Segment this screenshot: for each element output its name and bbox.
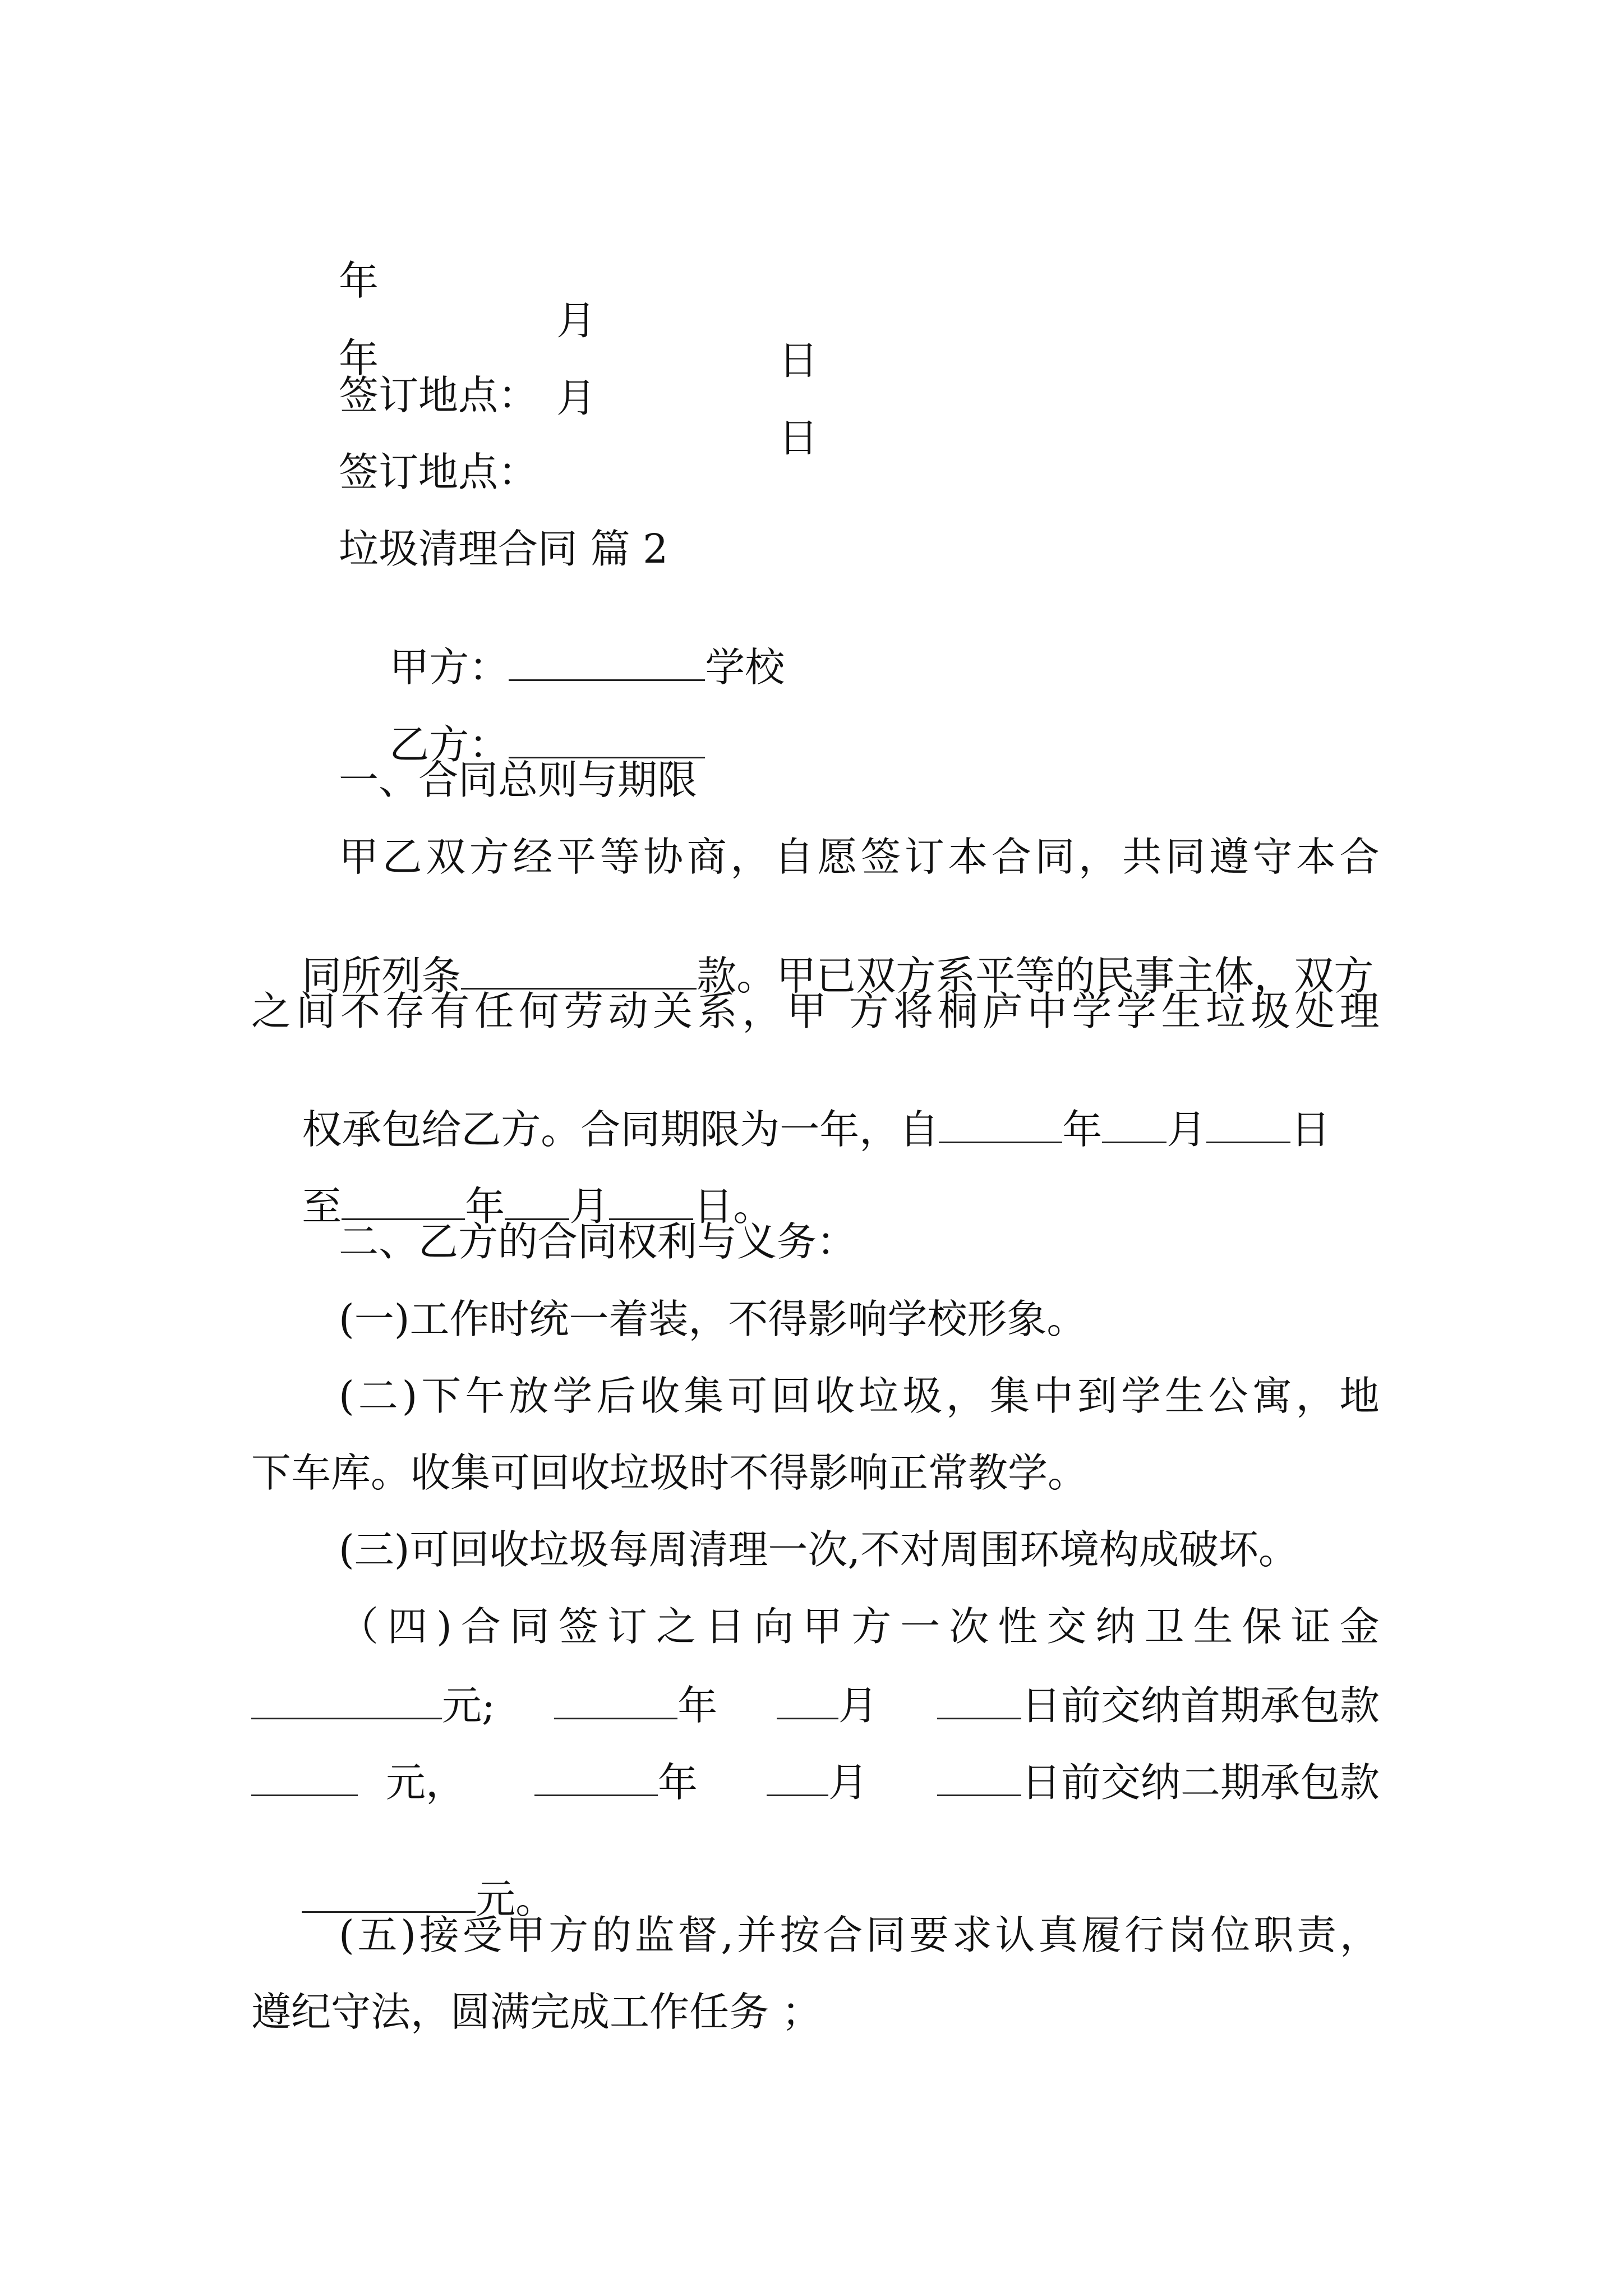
first-amount-blank [251,1761,358,1796]
text: 年 [657,1759,698,1806]
text: 月 [838,1682,878,1729]
item-5-line-1 [339,1912,1380,1958]
party-b-blank [509,723,705,758]
item-3: (三)可回收垃圾每周清理一次,不对周围环境构成破坏。 [339,1526,1298,1573]
start-day-blank [1206,1108,1290,1143]
item-4-line-1 [339,1603,1380,1650]
deposit-blank [251,1684,442,1719]
clause-blank [461,954,697,990]
heading-obligations: 二、乙方的合同权利与义务： [339,1218,857,1265]
party-a-suffix: 学校 [705,644,785,691]
first-day-blank [937,1684,1021,1719]
year-label: 年 [339,257,379,304]
text: 权承包给乙方。合同期限为一年，自 [302,1106,939,1153]
section-title: 垃圾清理合同 篇 2 [339,526,668,572]
item-4-line-2 [251,1682,1380,1729]
second-month-blank [767,1761,828,1796]
item-4-line-3 [251,1759,1380,1806]
text: ( 二 ) 下 午 放 学 后 收 集 可 回 收 垃 圾 ， 集 中 到 学 生 公 寓 ， 地 [339,1373,1380,1419]
text: 日 [1290,1106,1331,1153]
year-label: 年 [339,335,379,381]
first-month-blank [777,1684,838,1719]
text: 元。 [476,1876,556,1922]
text: 日前交纳首期承包款 [1021,1682,1380,1729]
text: 月 [1166,1106,1207,1153]
party-b-label: 乙方： [389,721,509,768]
paragraph-1-line-3 [251,988,1380,1034]
sign-place-1: 签订地点： [339,372,538,418]
text: 年 [677,1682,718,1729]
end-month-blank [505,1185,569,1220]
item-2-line-2: 下车库。收集可回收垃圾时不得影响正常教学。 [251,1450,1088,1496]
text: （ 四 ) 合 同 签 订 之 日 向 甲 方 一 次 性 交 纳 卫 生 保 证 金 [339,1603,1380,1650]
text: 年 [1062,1106,1103,1153]
text: 日。 [693,1183,773,1230]
text: 月 [569,1183,610,1230]
item-2-line-1 [339,1373,1380,1419]
text: 元， [386,1759,466,1806]
end-year-blank [342,1185,465,1220]
day-label: 日 [778,337,819,384]
day-label: 日 [778,415,819,461]
text: ( 五 ) 接 受 甲 方 的 监 督 , 并 按 合 同 要 求 认 真 履 行 岗 位 职 责 ， [339,1912,1380,1958]
heading-general: 一、合同总则与期限 [339,757,698,803]
text: 至 [302,1183,342,1230]
second-year-blank [534,1761,658,1796]
month-label: 月 [556,375,597,421]
start-month-blank [1102,1108,1166,1143]
sign-place-2: 签订地点： [339,449,538,495]
party-a-label: 甲方： [389,644,509,691]
item-5-line-2: 遵纪守法，圆满完成工作任务 ； [251,1989,822,2035]
first-year-blank [554,1684,677,1719]
second-day-blank [937,1761,1021,1796]
end-day-blank [609,1185,693,1220]
item-1: (一)工作时统一着装，不得影响学校形象。 [339,1296,1087,1342]
text: 甲 乙 双 方 经 平 等 协 商 ， 自 愿 签 订 本 合 同 ， 共 同 遵 守 本 合 [339,834,1380,880]
start-year-blank [939,1108,1062,1143]
text: 月 [828,1759,868,1806]
text: 款。甲已双方系平等的民事主体，双方 [697,953,1374,999]
text: 元; [442,1682,495,1729]
second-amount-blank [302,1878,476,1913]
party-a-blank [509,646,705,681]
text: 年 [465,1183,505,1230]
paragraph-1-line-1 [339,834,1380,880]
text: 日前交纳二期承包款 [1021,1759,1380,1806]
text: 之 间 不 存 有 任 何 劳 动 关 系 ， 甲 方 将 桐 庐 中 学 学 生 垃 圾 处 理 [251,988,1380,1034]
text: 同所列条 [302,953,462,999]
month-label: 月 [556,297,597,344]
